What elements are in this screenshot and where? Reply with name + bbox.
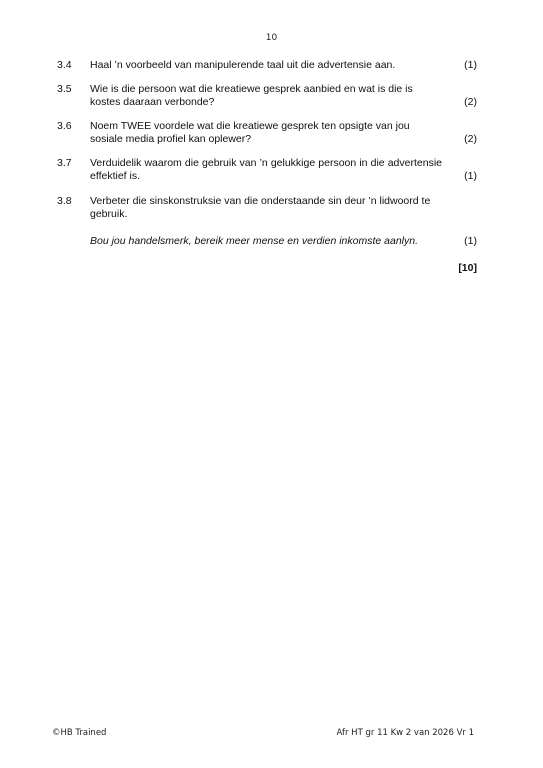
question-text: Wie is die persoon wat die kreatiewe gesprek aanbied en wat is die is kostes daaraan verbonde? <box>90 83 413 108</box>
question-text: Verduidelik waarom die gebruik van ’n gelukkige persoon in die advertensie effektief is. <box>90 157 442 182</box>
question-mark: (2) <box>464 96 477 108</box>
question-mark: (1) <box>464 235 477 247</box>
footer-copyright: ©HB Trained <box>52 728 107 738</box>
question-mark: (2) <box>464 133 477 145</box>
footer-paper-info: Afr HT gr 11 Kw 2 van 2026 Vr 1 <box>336 728 474 738</box>
question-number: 3.7 <box>57 157 72 169</box>
page-number: 10 <box>265 33 278 43</box>
question-text: Noem TWEE voordele wat die kreatiewe gesprek ten opsigte van jou sosiale media profiel kan oplewer? <box>90 120 410 145</box>
question-text: Verbeter die sinskonstruksie van die onderstaande sin deur ’n lidwoord te gebruik. <box>90 195 431 220</box>
question-mark: (1) <box>464 170 477 182</box>
question-number: 3.4 <box>57 59 72 71</box>
section-total: [10] <box>458 262 477 274</box>
question-mark: (1) <box>464 59 477 71</box>
question-number: 3.5 <box>57 83 72 95</box>
question-sentence: Bou jou handelsmerk, bereik meer mense en verdien inkomste aanlyn. <box>90 235 419 247</box>
question-number: 3.8 <box>57 195 72 207</box>
question-text: Haal ’n voorbeeld van manipulerende taal uit die advertensie aan. <box>90 59 396 71</box>
question-number: 3.6 <box>57 120 72 132</box>
